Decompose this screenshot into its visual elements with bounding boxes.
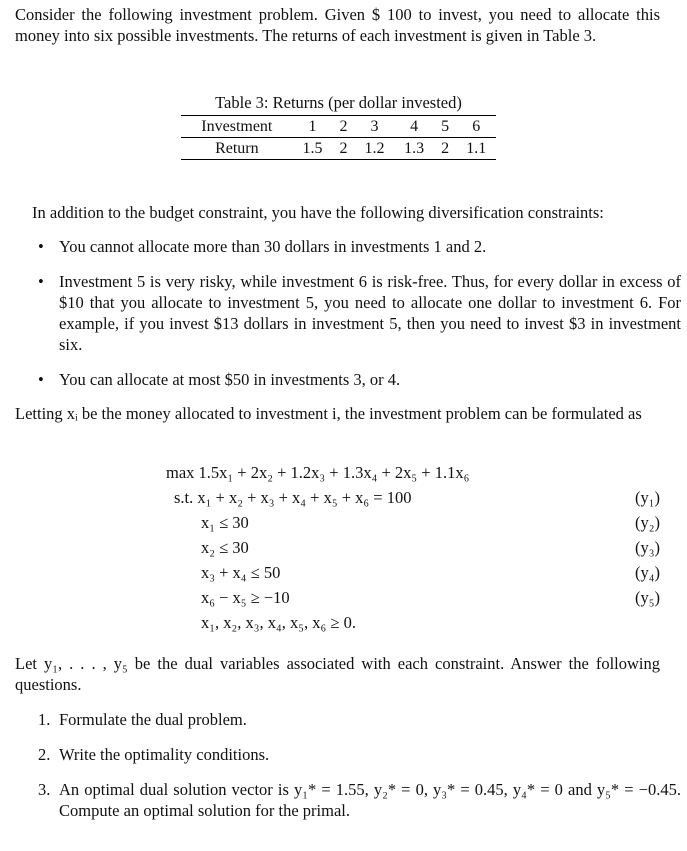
- table-cell: 2: [441, 140, 450, 157]
- dual-tag: (y₃): [635, 538, 660, 557]
- table-row: [181, 138, 496, 160]
- bullet-item: • Investment 5 is very risky, while investment 6 is risk-free. Thus, for every dollar in excess of $10 that you allocate to investment 5, you need to allocate one dollar to investment 6. For example, if you invest $13 dollars in investment 5, then you need to invest $3 in investment six.: [38, 271, 681, 355]
- constraint-expr: x₃ + x₄ ≤ 50: [201, 563, 281, 582]
- table-cell: 2: [332, 116, 355, 138]
- question-item: [38, 779, 681, 821]
- constraint-expr: x₆ − x₅ ≥ −10: [201, 588, 290, 607]
- dual-tag: (y₄): [635, 563, 660, 582]
- question-item: [38, 744, 681, 765]
- table-row: [181, 116, 496, 138]
- nonneg-expr: x₁, x₂, x₃, x₄, x₅, x₆ ≥ 0.: [201, 613, 356, 632]
- question-text: Write the optimality conditions.: [59, 745, 270, 764]
- constraint-row: [166, 485, 666, 510]
- objective: [166, 460, 666, 485]
- formulation-intro: Letting xᵢ be the money allocated to investment i, the investment problem can be formulated as: [15, 404, 642, 423]
- constraint-expr: s.t. x₁ + x₂ + x₃ + x₄ + x₅ + x₆ = 100: [174, 488, 412, 507]
- dual-tag: (y₂): [635, 513, 660, 532]
- table-cell: 1.5: [302, 140, 323, 157]
- table-cell: 2: [339, 140, 348, 157]
- objective-expr: max 1.5x₁ + 2x₂ + 1.2x₃ + 1.3x₄ + 2x₅ + 1.1x₆: [166, 463, 470, 482]
- table-cell: 5: [434, 116, 457, 138]
- row-header: Investment: [181, 116, 293, 138]
- question-number: 1.: [38, 710, 51, 729]
- constraint-row: [166, 585, 666, 610]
- constraint-row: [166, 535, 666, 560]
- question-text: An optimal dual solution vector is y₁* = 1.55, y₂* = 0, y₃* = 0.45, y₄* = 0 and y₅* = −0.45. Compute an optimal solution for the primal.: [59, 780, 681, 820]
- table-cell: 1.3: [404, 140, 425, 157]
- dual-tag: (y₁): [635, 488, 660, 507]
- question-number: 3.: [38, 780, 51, 799]
- constraint-expr: x₂ ≤ 30: [201, 538, 249, 557]
- table-cell: 1.1: [466, 140, 487, 157]
- constraint-expr: x₁ ≤ 30: [201, 513, 249, 532]
- nonnegativity-row: [166, 610, 666, 635]
- bullet-item: • You can allocate at most $50 in investments 3, or 4.: [38, 369, 681, 390]
- table-cell: 3: [355, 116, 395, 138]
- returns-table: [181, 93, 496, 160]
- table-cell: 6: [456, 116, 496, 138]
- table-cell: 4: [394, 116, 434, 138]
- dual-intro: Let y₁, . . . , y₅ be the dual variables associated with each constraint. Answer the following questions.: [15, 654, 660, 694]
- constraints-intro: In addition to the budget constraint, you have the following diversification constraints:: [32, 203, 604, 222]
- dual-tag: (y₅): [635, 588, 660, 607]
- lp-model: [166, 460, 666, 635]
- constraint-row: [166, 560, 666, 585]
- question-item: [38, 709, 681, 730]
- table-cell: 1: [293, 116, 333, 138]
- table-cell: 1.2: [364, 140, 385, 157]
- constraint-row: [166, 510, 666, 535]
- row-header: Return: [215, 140, 259, 157]
- table-caption: Table 3: Returns (per dollar invested): [215, 93, 462, 112]
- question-number: 2.: [38, 745, 51, 764]
- intro-paragraph: Consider the following investment problem. Given $ 100 to invest, you need to allocate this money into six possible investments. The returns of each investment is given in Table 3.: [15, 5, 660, 45]
- question-text: Formulate the dual problem.: [59, 710, 247, 729]
- bullet-item: • You cannot allocate more than 30 dollars in investments 1 and 2.: [38, 236, 681, 257]
